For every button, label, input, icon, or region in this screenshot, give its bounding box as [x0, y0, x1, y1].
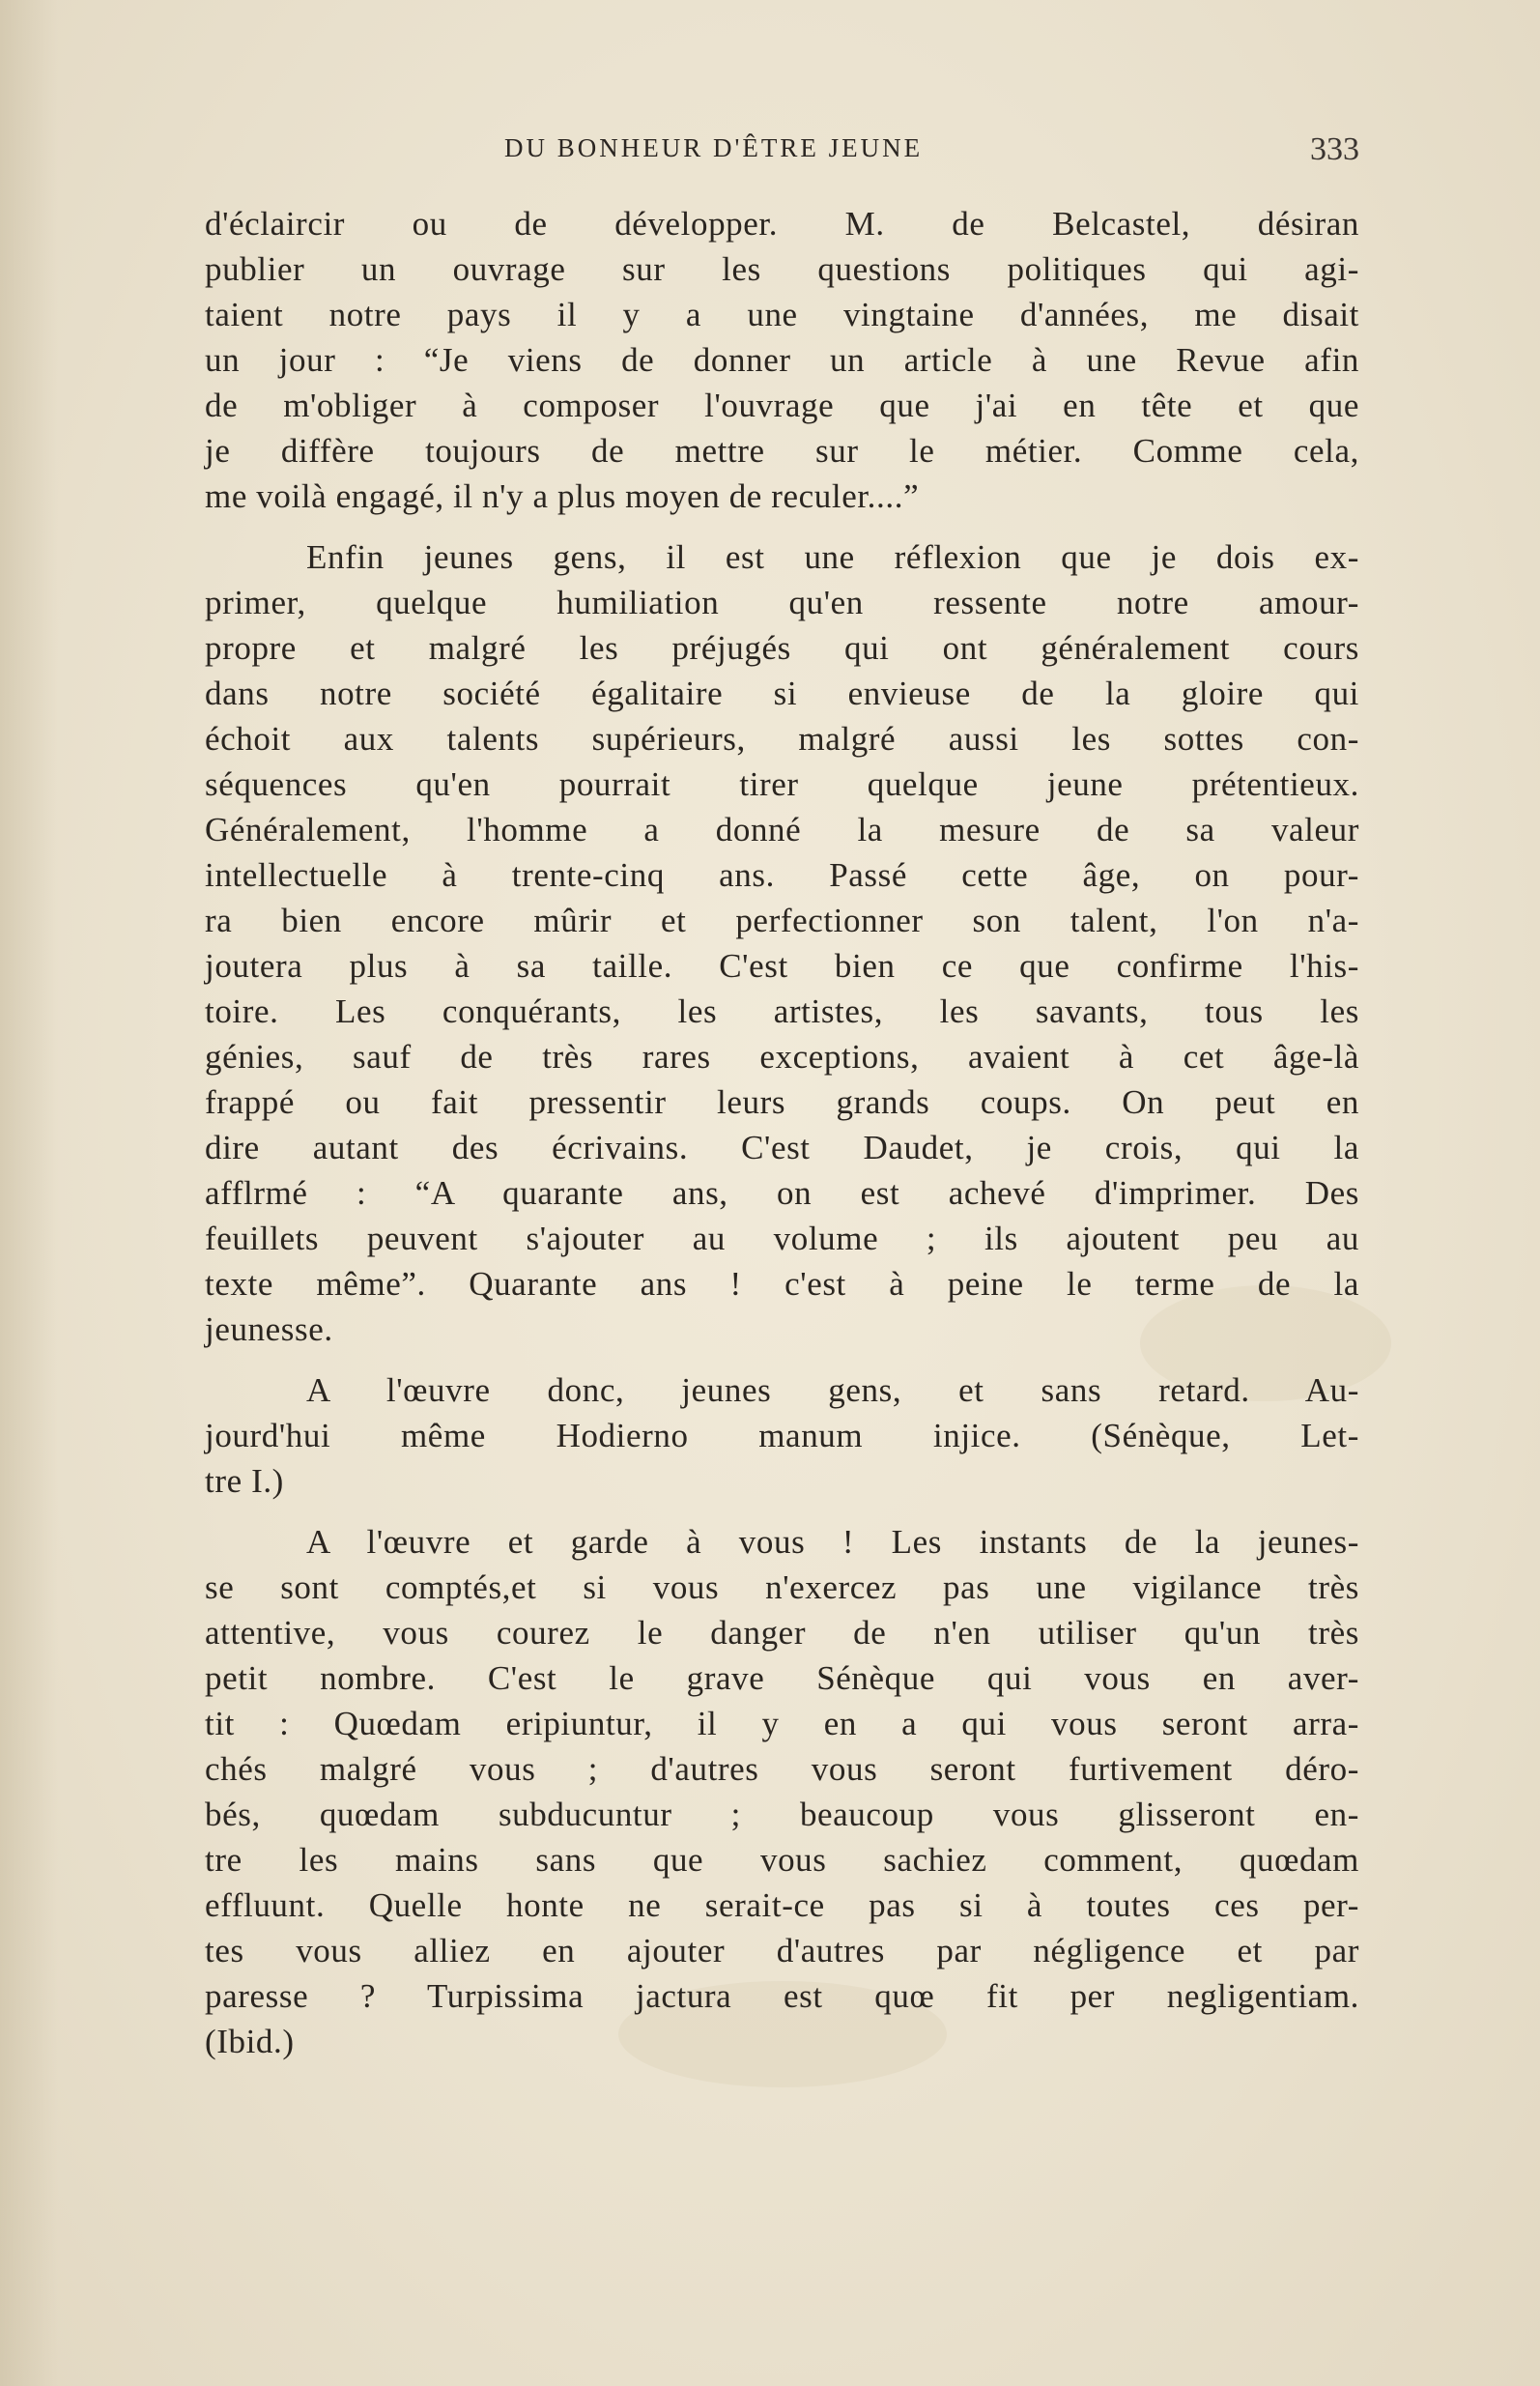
- text-line: je diffère toujours de mettre sur le métier. Comme cela,: [205, 432, 1359, 470]
- page-number: 333: [1310, 131, 1359, 167]
- paragraph-gap: [205, 1352, 1359, 1367]
- paragraph: [205, 534, 1359, 1352]
- text-line: dire autant des écrivains. C'est Daudet, je crois, qui la: [205, 1129, 1359, 1166]
- text-line: publier un ouvrage sur les questions politiques qui agi-: [205, 250, 1359, 288]
- text-line: Enfin jeunes gens, il est une réflexion que je dois ex-: [306, 538, 1359, 576]
- text-line: joutera plus à sa taille. C'est bien ce que confirme l'his-: [205, 947, 1359, 985]
- body-text: [205, 201, 1359, 2064]
- text-line: génies, sauf de très rares exceptions, avaient à cet âge-là: [205, 1038, 1359, 1076]
- text-line: A l'œuvre et garde à vous ! Les instants de la jeunes-: [306, 1523, 1359, 1561]
- text-line: paresse ? Turpissima jactura est quœ fit per negligentiam.: [205, 1977, 1359, 2015]
- text-line: tit : Quœdam eripiuntur, il y en a qui vous seront arra-: [205, 1705, 1359, 1742]
- paragraph: [205, 1519, 1359, 2064]
- running-title: DU BONHEUR D'ÊTRE JEUNE: [504, 133, 924, 162]
- text-line: de m'obliger à composer l'ouvrage que j'ai en tête et que: [205, 387, 1359, 424]
- text-line: tes vous alliez en ajouter d'autres par négligence et par: [205, 1932, 1359, 1969]
- text-line: attentive, vous courez le danger de n'en utiliser qu'un très: [205, 1614, 1359, 1652]
- text-line: intellectuelle à trente-cinq ans. Passé cette âge, on pour-: [205, 856, 1359, 894]
- paragraph: [205, 1367, 1359, 1504]
- text-line: dans notre société égalitaire si envieuse de la gloire qui: [205, 675, 1359, 712]
- running-head: [205, 133, 1359, 172]
- paragraph: [205, 201, 1359, 519]
- text-line: A l'œuvre donc, jeunes gens, et sans retard. Au-: [306, 1371, 1359, 1409]
- text-line: tre les mains sans que vous sachiez comment, quœdam: [205, 1841, 1359, 1879]
- text-line: texte même”. Quarante ans ! c'est à peine le terme de la: [205, 1265, 1359, 1303]
- text-line: chés malgré vous ; d'autres vous seront furtivement déro-: [205, 1750, 1359, 1788]
- text-line: tre I.): [205, 1462, 284, 1500]
- text-line: toire. Les conquérants, les artistes, les savants, tous les: [205, 992, 1359, 1030]
- text-line: d'éclaircir ou de développer. M. de Belcastel, désiran: [205, 205, 1359, 243]
- text-line: propre et malgré les préjugés qui ont généralement cours: [205, 629, 1359, 667]
- text-line: (Ibid.): [205, 2023, 295, 2060]
- text-line: jourd'hui même Hodierno manum injice. (Sénèque, Let-: [205, 1417, 1359, 1454]
- text-line: échoit aux talents supérieurs, malgré aussi les sottes con-: [205, 720, 1359, 758]
- text-line: feuillets peuvent s'ajouter au volume ; ils ajoutent peu au: [205, 1220, 1359, 1257]
- text-line: frappé ou fait pressentir leurs grands coups. On peut en: [205, 1083, 1359, 1121]
- text-line: Généralement, l'homme a donné la mesure de sa valeur: [205, 811, 1359, 848]
- text-line: jeunesse.: [205, 1310, 333, 1348]
- text-line: me voilà engagé, il n'y a plus moyen de reculer....”: [205, 477, 920, 515]
- page-gutter-shadow: [0, 0, 58, 2386]
- text-line: se sont comptés,et si vous n'exercez pas une vigilance très: [205, 1568, 1359, 1606]
- text-line: petit nombre. C'est le grave Sénèque qui vous en aver-: [205, 1659, 1359, 1697]
- text-line: un jour : “Je viens de donner un article à une Revue afin: [205, 341, 1359, 379]
- paragraph-gap: [205, 519, 1359, 534]
- text-line: ra bien encore mûrir et perfectionner son talent, l'on n'a-: [205, 902, 1359, 939]
- text-line: bés, quœdam subducuntur ; beaucoup vous glisseront en-: [205, 1796, 1359, 1833]
- text-line: primer, quelque humiliation qu'en ressente notre amour-: [205, 584, 1359, 621]
- paragraph-gap: [205, 1504, 1359, 1519]
- text-line: effluunt. Quelle honte ne serait-ce pas si à toutes ces per-: [205, 1886, 1359, 1924]
- text-line: taient notre pays il y a une vingtaine d'années, me disait: [205, 296, 1359, 333]
- text-line: séquences qu'en pourrait tirer quelque jeune prétentieux.: [205, 765, 1359, 803]
- text-line: afflrmé : “A quarante ans, on est achevé d'imprimer. Des: [205, 1174, 1359, 1212]
